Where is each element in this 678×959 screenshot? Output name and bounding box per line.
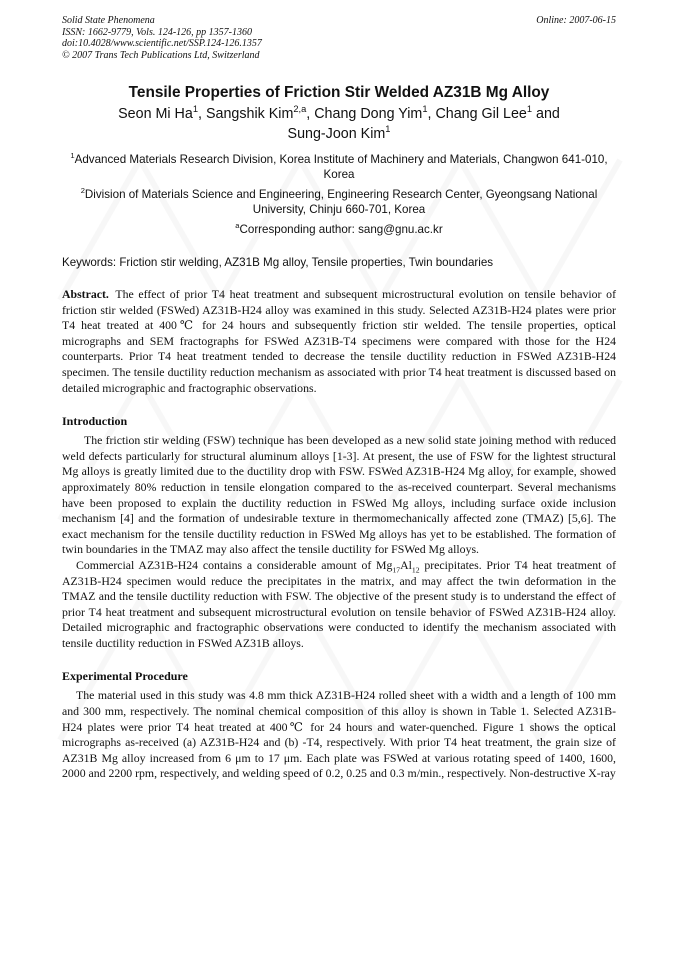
author-name: Sung-Joon Kim xyxy=(287,125,386,142)
publication-header xyxy=(62,15,616,61)
introduction-paragraph-1: The friction stir welding (FSW) technique has been developed as a new solid state joining method with reduced weld defects particularly for structural aluminum alloys [1-3]. At present, the use of FSW for the lightest structural Mg alloys is greatly limited due to the ductility drop with FSW. FSWed AZ31B-H24 Mg alloy, for example, showed approximately 80% reduction in tensile elongation compared to the as-received counterpart. Several mechanisms have been proposed to explain the ductility reduction in FSWed Mg alloys, including surface oxide inclusion mechanism [4] and the formation of undesirable texture in thermomechanically affected zone (TMAZ) [5,6]. The exact mechanism for the tensile ductility reduction in FSWed Mg alloys has yet to be established. The formation of twin boundaries in the TMAZ may also affect the tensile ductility for FSWed Mg alloys. xyxy=(62,433,616,557)
author-affiliation-mark: 1 xyxy=(422,104,428,115)
introduction-paragraph-2: Commercial AZ31B-H24 contains a considerable amount of $Mg_{17}Al_{12}$ precipitates. Prior T4 heat treatment of AZ31B-H24 specimen would reduce the precipitates in the matrix, and may affect the twin deformation in the TMAZ and the tensile ductility reduction with FSW. The objective of the present study is to understand the effect of prior T4 heat treatment and subsequent microstructural evolution on tensile behavior of FSWed AZ31B-H24 alloy. Detailed micrographic and fractographic observations were conducted to identify the mechanism associated with tensile ductility reduction in FSWed AZ31B alloys. xyxy=(62,557,616,650)
author-affiliation-mark: 1 xyxy=(192,104,198,115)
corresponding-author: $^a$Corresponding author: sang@gnu.ac.kr xyxy=(235,221,443,236)
author-affiliation-mark: 1 xyxy=(526,104,533,115)
doi-line: doi:10.4028/www.scientific.net/SSP.124-126.1357 xyxy=(62,38,262,49)
keywords: Keywords: Friction stir welding, AZ31B Mg alloy, Tensile properties, Twin boundaries xyxy=(62,256,494,269)
affiliation-1: $^1$Advanced Materials Research Division, Korea Institute of Machinery and Materials, Changwon 641-010, Korea xyxy=(70,151,608,181)
author-name: Chang Dong Yim xyxy=(314,106,423,122)
author-name: Seon Mi Ha xyxy=(118,106,193,122)
issn-line: ISSN: 1662-9779, Vols. 124-126, pp 1357-1360 xyxy=(62,26,252,38)
abstract-label: Abstract. xyxy=(62,287,109,301)
author-affiliation-mark: 1 xyxy=(385,123,391,134)
experimental-heading: Experimental Procedure xyxy=(62,669,188,684)
publication-info xyxy=(62,15,262,61)
abstract xyxy=(62,287,616,396)
author-list: Seon Mi Ha$^1$, Sangshik Kim$^{2,a}$, Chang Dong Yim$^1$, Chang Gil Lee$^1$ and Sung-Joon Kim$^1$ xyxy=(118,104,560,142)
author-name: Chang Gil Lee xyxy=(435,106,527,122)
journal-name: Solid State Phenomena xyxy=(62,15,155,26)
author-name: Sangshik Kim xyxy=(205,106,294,122)
affiliation-2: $^2$Division of Materials Science and Engineering, Engineering Research Center, Gyeongsang National University, Chinju 660-701, Korea xyxy=(80,186,598,216)
copyright-line: © 2007 Trans Tech Publications Ltd, Switzerland xyxy=(62,49,260,61)
online-date: Online: 2007-06-15 xyxy=(536,15,616,26)
introduction-heading: Introduction xyxy=(62,414,128,429)
author-affiliation-mark: 2,a xyxy=(293,104,307,115)
paper-page xyxy=(62,15,616,782)
paper-title: Tensile Properties of Friction Stir Welded AZ31B Mg Alloy xyxy=(128,84,550,101)
experimental-paragraph-1: The material used in this study was 4.8 mm thick AZ31B-H24 rolled sheet with a width and a length of 100 mm and 300 mm, respectively. The nominal chemical composition of this alloy is shown in Table 1. Selected AZ31B-H24 plates were prior T4 heat treated at 400℃ for 24 hours and water-quenched. Figure 1 shows the optical micrographs as-received (a) AZ31B-H24 and (b) -T4, respectively. With prior T4 heat treatment, the grain size of AZ31B Mg alloy increased from 6 μm to 17 μm. Each plate was FSWed at various rotating speed of 1400, 1600, 2000 and 2200 rpm, respectively, and welding speed of 0.2, 0.25 and 0.3 m/min., respectively. Non-destructive X-ray xyxy=(62,688,616,781)
corresponding-email: Corresponding author: sang@gnu.ac.kr xyxy=(239,223,443,236)
abstract-text: The effect of prior T4 heat treatment and subsequent microstructural evolution on tensile behavior of friction stir welded (FSWed) AZ31B-H24 alloy was examined in this study. Selected AZ31B-H24 plates were prior T4 heat treated at 400℃ for 24 hours and subsequently friction stir welded. The tensile properties, optical micrographs and SEM fractographs for FSWed AZ31B-T4 specimens were compared with those for the H24 counterparts. Prior T4 heat treatment tended to decrease the tensile ductility reduction in FSWed AZ31B-H24 specimen. The tensile ductility reduction mechanism as associated with prior T4 heat treatment is discussed based on detailed micrographic and fractographic observations. xyxy=(62,287,616,395)
